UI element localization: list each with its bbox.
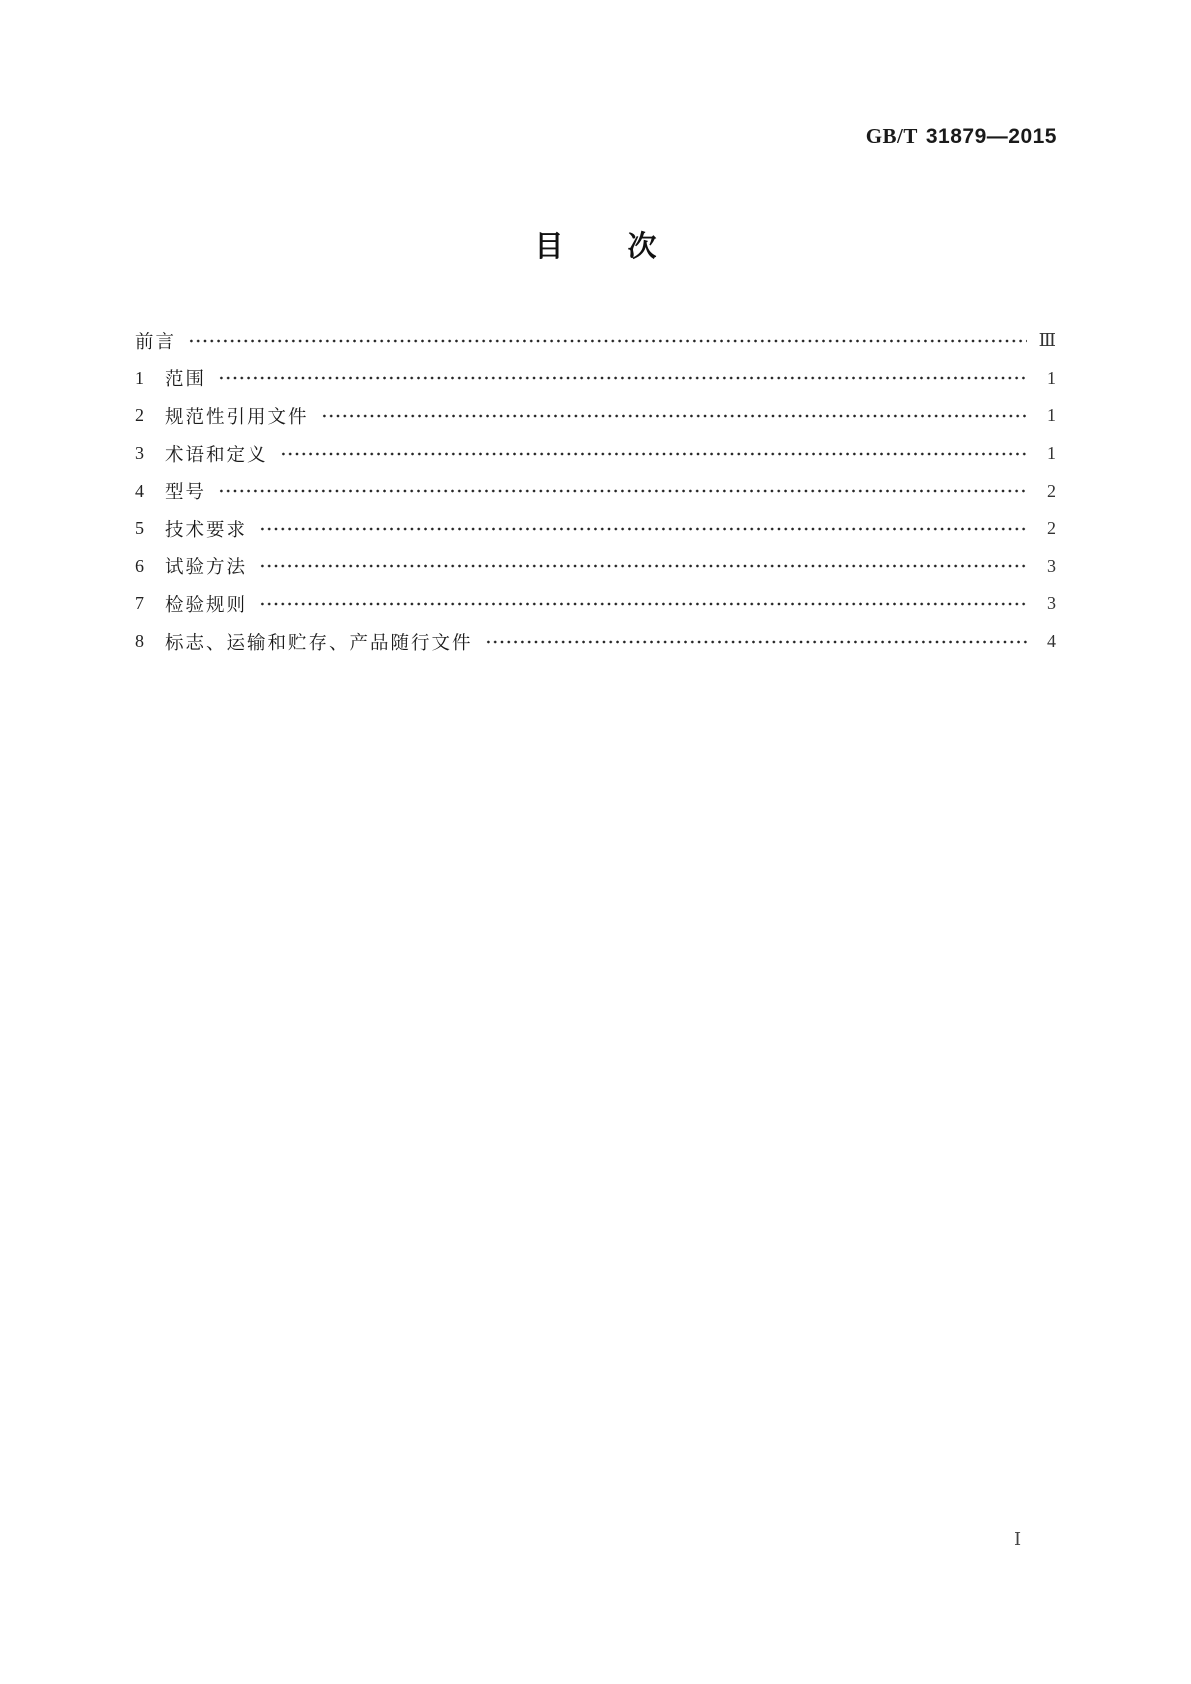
toc-entry (135, 397, 1056, 435)
standard-prefix: GB/T (865, 124, 918, 148)
toc-entry-number: 4 (135, 480, 144, 501)
toc-entry-label: 前言 (135, 332, 177, 353)
page-title-char-2: 次 (627, 231, 657, 263)
toc-entry-page: 1 (1047, 367, 1056, 388)
toc-leader-dots (321, 407, 1027, 425)
toc-entry (135, 510, 1056, 548)
toc-entry (135, 585, 1056, 623)
toc-entry-page: 1 (1047, 443, 1056, 464)
toc-entry (135, 360, 1056, 398)
toc-leader-dots (485, 633, 1027, 651)
standard-number: 31879—2015 (925, 125, 1057, 148)
toc-leader-dots (259, 595, 1027, 613)
toc-entry-page: 2 (1047, 480, 1056, 501)
toc-entry-page: Ⅲ (1038, 330, 1056, 351)
toc-entry-page: 4 (1047, 631, 1056, 652)
toc-leader-dots (259, 557, 1027, 575)
toc-entry-page: 3 (1047, 593, 1056, 614)
toc-entry-label: 检验规则 (165, 595, 248, 616)
toc-entry-label: 型号 (165, 483, 207, 504)
standard-designation (866, 124, 1057, 149)
toc-entry-page: 3 (1047, 555, 1056, 576)
toc-entry-number: 8 (135, 631, 144, 652)
toc-list (135, 322, 1056, 660)
toc-entry-page: 1 (1047, 405, 1056, 426)
toc-entry-label: 术语和定义 (165, 445, 268, 466)
toc-leader-dots (188, 332, 1027, 350)
toc-leader-dots (280, 445, 1027, 463)
page-title (0, 224, 1191, 265)
toc-entry (135, 435, 1056, 473)
page-title-char-1: 目 (534, 231, 564, 263)
toc-entry-number: 7 (135, 593, 144, 614)
toc-entry-label: 范围 (165, 370, 207, 391)
toc-entry-number: 6 (135, 555, 144, 576)
toc-entry-label: 试验方法 (165, 558, 248, 579)
toc-entry-number: 3 (135, 443, 144, 464)
toc-entry-label: 标志、运输和贮存、产品随行文件 (165, 633, 473, 654)
toc-entry-page: 2 (1047, 518, 1056, 539)
toc-entry-number: 5 (135, 518, 144, 539)
toc-entry (135, 623, 1056, 661)
toc-entry-number: 1 (135, 367, 144, 388)
toc-entry (135, 548, 1056, 586)
toc-entry-label: 规范性引用文件 (165, 407, 309, 428)
toc-entry (135, 322, 1056, 360)
toc-entry-number: 2 (135, 405, 144, 426)
footer-page-number: Ⅰ (1014, 1529, 1022, 1549)
toc-leader-dots (218, 369, 1027, 387)
toc-entry-label: 技术要求 (165, 520, 248, 541)
toc-entry (135, 472, 1056, 510)
toc-leader-dots (218, 482, 1027, 500)
toc-leader-dots (259, 520, 1027, 538)
